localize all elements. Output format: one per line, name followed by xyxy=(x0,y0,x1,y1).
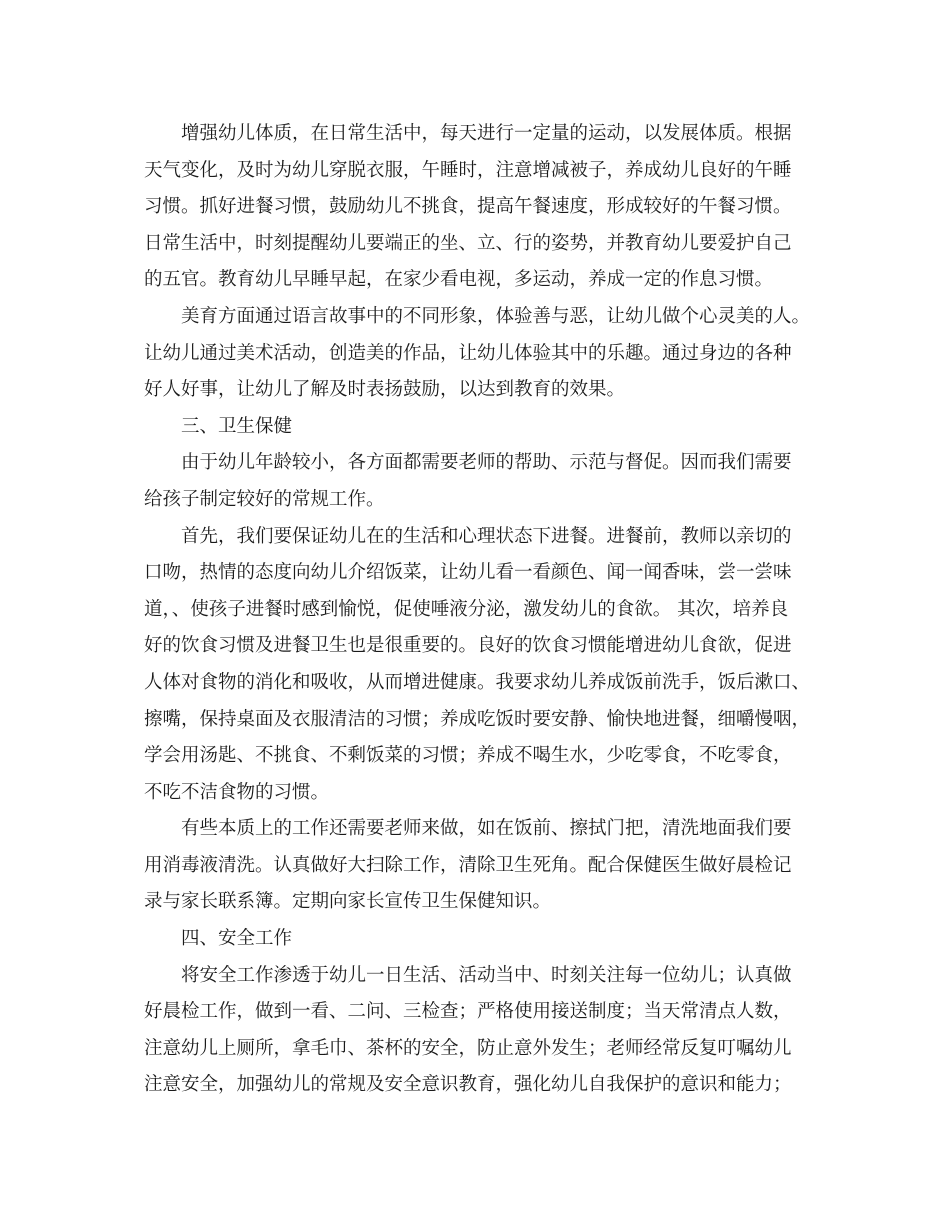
text-line: 不吃不洁食物的习惯。 xyxy=(144,781,330,803)
text-line: 注意幼儿上厕所，拿毛巾、茶杯的安全，防止意外发生；老师经常反复叮嘱幼儿 xyxy=(144,1037,792,1059)
text-line: 口吻，热情的态度向幼儿介绍饭菜，让幼儿看一看颜色、闻一闻香味，尝一尝味 xyxy=(144,562,792,584)
text-line: 用消毒液清洗。认真做好大扫除工作，清除卫生死角。配合保健医生做好晨检记 xyxy=(144,854,792,876)
text-line: 让幼儿通过美术活动，创造美的作品，让幼儿体验其中的乐趣。通过身边的各种 xyxy=(144,342,792,364)
text-line: 录与家长联系簿。定期向家长宣传卫生保健知识。 xyxy=(144,891,552,913)
paragraph-meal-habits xyxy=(144,519,814,812)
text-line: 习惯。抓好进餐习惯，鼓励幼儿不挑食，提高午餐速度，形成较好的午餐习惯。 xyxy=(144,196,792,218)
text-line: 给孩子制定较好的常规工作。 xyxy=(144,488,385,510)
text-line: 有些本质上的工作还需要老师来做，如在饭前、擦拭门把，清洗地面我们要 xyxy=(181,818,792,840)
text-line: 道，、使孩子进餐时感到愉悦，促使唾液分泌，激发幼儿的食欲。 其次，培养良 xyxy=(144,598,789,620)
paragraph-physical-health xyxy=(144,116,814,299)
text-line: 日常生活中，时刻提醒幼儿要端正的坐、立、行的姿势，并教育幼儿要爱护自己 xyxy=(144,232,792,254)
text-line: 美育方面通过语言故事中的不同形象，体验善与恶，让幼儿做个心灵美的人。 xyxy=(181,305,811,327)
text-line: 好人好事，让幼儿了解及时表扬鼓励，以达到教育的效果。 xyxy=(144,379,626,401)
section-heading: 三、卫生保健 xyxy=(181,415,293,437)
text-line: 好晨检工作，做到一看、二问、三检查；严格使用接送制度；当天常清点人数， xyxy=(144,1001,792,1023)
section-heading-safety xyxy=(144,921,814,958)
paragraph-hygiene-intro xyxy=(144,445,814,518)
text-line: 人体对食物的消化和吸收，从而增进健康。我要求幼儿养成饭前洗手，饭后漱口、 xyxy=(144,671,811,693)
text-line: 擦嘴，保持桌面及衣服清洁的习惯；养成吃饭时要安静、愉快地进餐，细嚼慢咽， xyxy=(144,708,811,730)
section-heading: 四、安全工作 xyxy=(181,928,293,950)
text-line: 学会用汤匙、不挑食、不剩饭菜的习惯；养成不喝生水，少吃零食，不吃零食， xyxy=(144,745,792,767)
paragraph-cleaning xyxy=(144,811,814,921)
document-body xyxy=(144,116,814,1104)
text-line: 将安全工作渗透于幼儿一日生活、活动当中、时刻关注每一位幼儿；认真做 xyxy=(181,964,792,986)
paragraph-aesthetic-education xyxy=(144,299,814,409)
text-line: 天气变化，及时为幼儿穿脱衣服，午睡时，注意增减被子，养成幼儿良好的午睡 xyxy=(144,159,792,181)
paragraph-safety-work xyxy=(144,958,814,1104)
text-line: 的五官。教育幼儿早睡早起，在家少看电视，多运动，养成一定的作息习惯。 xyxy=(144,269,774,291)
text-line: 好的饮食习惯及进餐卫生也是很重要的。良好的饮食习惯能增进幼儿食欲，促进 xyxy=(144,635,792,657)
text-line: 增强幼儿体质，在日常生活中，每天进行一定量的运动，以发展体质。根据 xyxy=(181,123,792,144)
section-heading-hygiene xyxy=(144,409,814,446)
text-line: 由于幼儿年龄较小，各方面都需要老师的帮助、示范与督促。因而我们需要 xyxy=(181,452,792,474)
text-line: 首先，我们要保证幼儿在的生活和心理状态下进餐。进餐前，教师以亲切的 xyxy=(181,525,792,547)
text-line: 注意安全，加强幼儿的常规及安全意识教育，强化幼儿自我保护的意识和能力； xyxy=(144,1074,792,1096)
